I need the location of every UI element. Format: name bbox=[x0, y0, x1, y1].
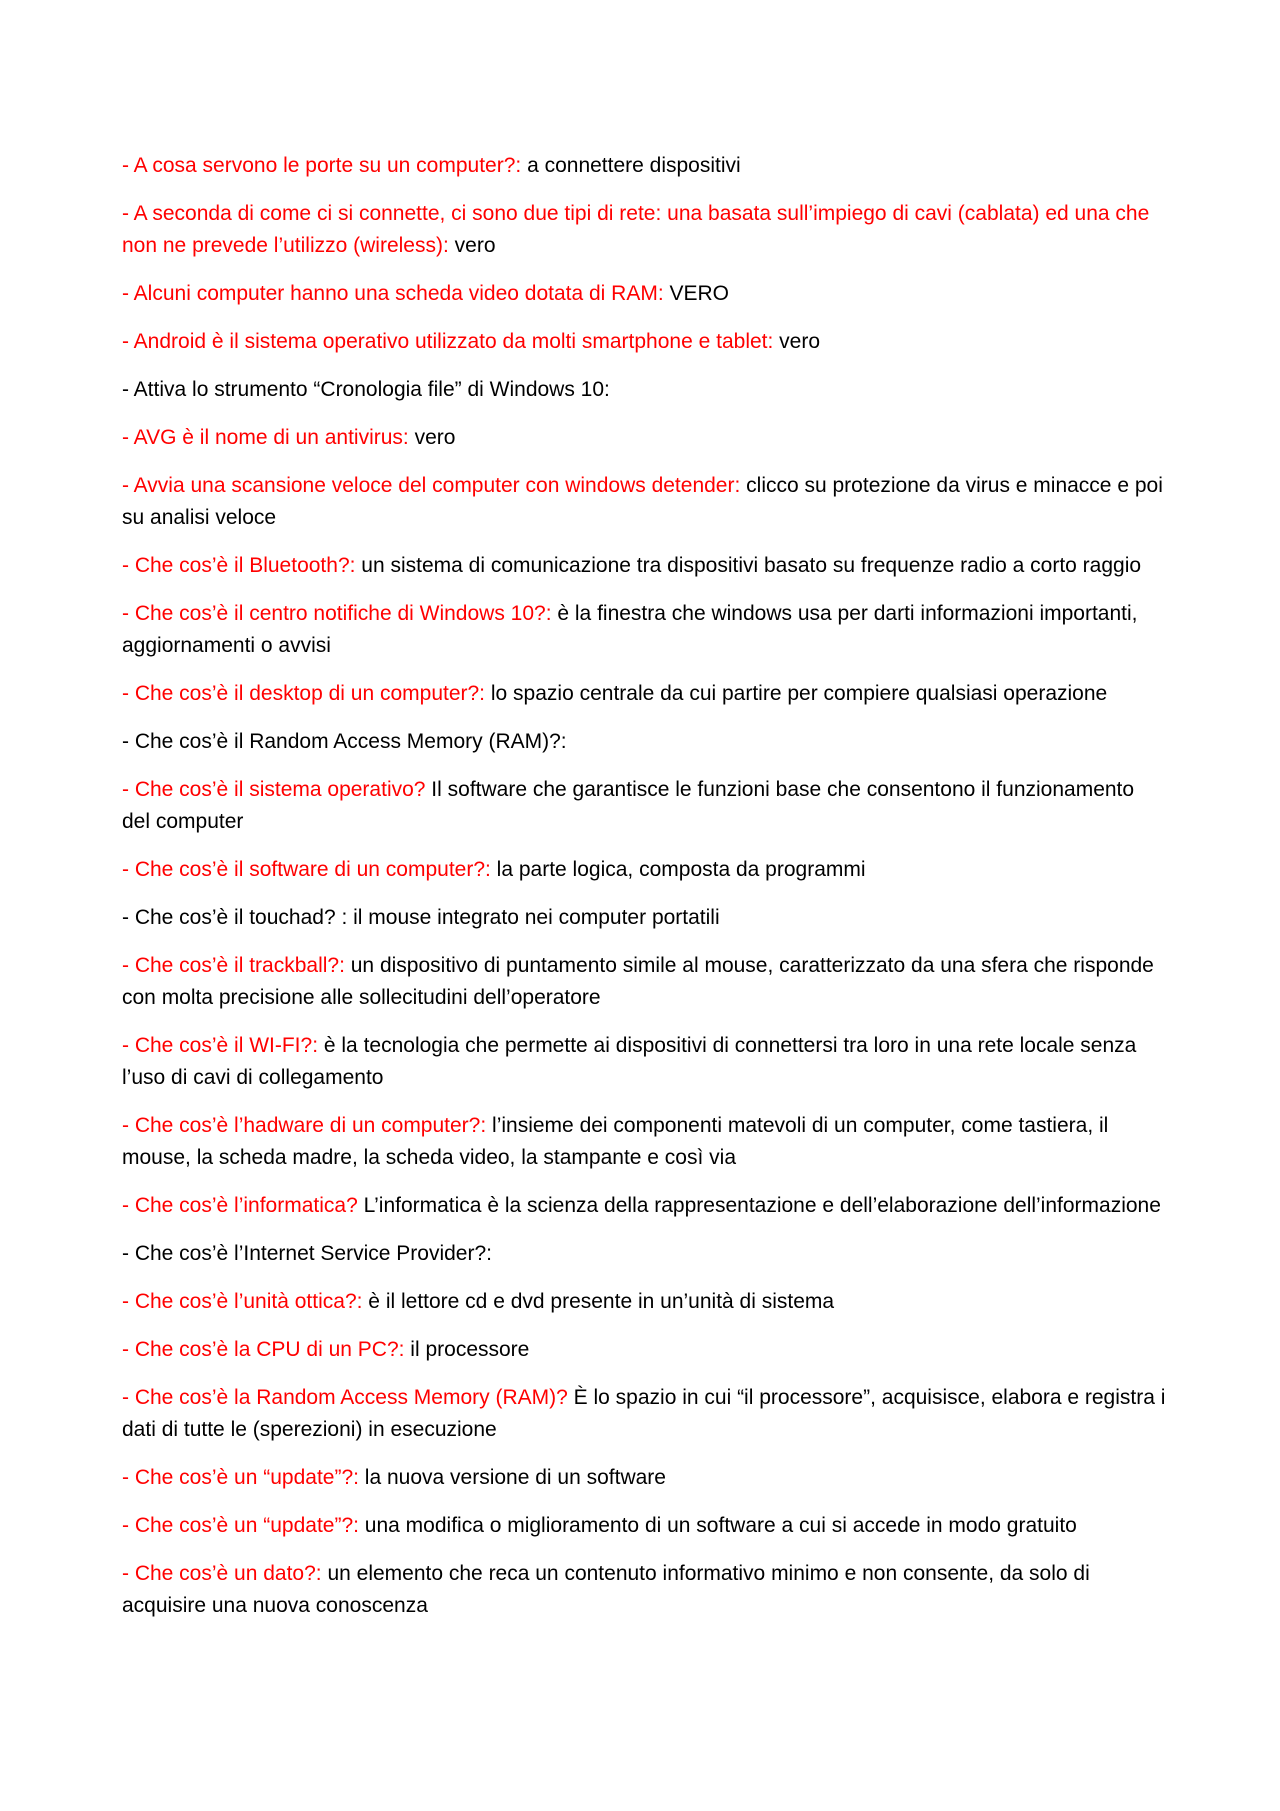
qa-answer: VERO bbox=[663, 282, 730, 305]
qa-question: - A seconda di come ci si connette, ci sono due tipi di rete: una basata sull’impiego di cavi (cablata) ed una che non ne prevede l’utilizzo (wireless): bbox=[122, 202, 1150, 257]
qa-item bbox=[122, 902, 1167, 934]
qa-item bbox=[122, 1110, 1167, 1174]
qa-question: - Che cos’è il sistema operativo? bbox=[122, 778, 426, 801]
qa-answer: una modifica o miglioramento di un software a cui si accede in modo gratuito bbox=[358, 1514, 1077, 1537]
qa-item bbox=[122, 1238, 1167, 1270]
qa-item bbox=[122, 598, 1167, 662]
qa-answer: È lo spazio in cui “il processore”, acquisisce, elabora e registra i dati di tutte le (sperezioni) in esecuzione bbox=[122, 1386, 1166, 1441]
qa-question: - Che cos’è il trackball?: bbox=[122, 954, 345, 977]
qa-answer: un dispositivo di puntamento simile al mouse, caratterizzato da una sfera che risponde con molta precisione alle sollecitudini dell’operatore bbox=[122, 954, 1154, 1009]
qa-question: - Che cos’è il touchad? : il mouse integrato nei computer portatili bbox=[122, 906, 720, 929]
qa-item bbox=[122, 374, 1167, 406]
qa-item bbox=[122, 470, 1167, 534]
qa-question: - Che cos’è un “update”?: bbox=[122, 1514, 359, 1537]
qa-item bbox=[122, 950, 1167, 1014]
qa-answer: clicco su protezione da virus e minacce e poi su analisi veloce bbox=[122, 474, 1163, 529]
qa-question: - Che cos’è l’unità ottica?: bbox=[122, 1290, 363, 1313]
qa-question: - Che cos’è il WI-FI?: bbox=[122, 1034, 319, 1057]
qa-item bbox=[122, 1510, 1167, 1542]
qa-item bbox=[122, 1030, 1167, 1094]
qa-question: - Che cos’è un “update”?: bbox=[122, 1466, 359, 1489]
qa-answer: un sistema di comunicazione tra dispositivi basato su frequenze radio a corto raggio bbox=[355, 554, 1142, 577]
qa-answer: è il lettore cd e dvd presente in un’unità di sistema bbox=[362, 1290, 835, 1313]
qa-item bbox=[122, 422, 1167, 454]
qa-item bbox=[122, 1334, 1167, 1366]
qa-question: - Alcuni computer hanno una scheda video dotata di RAM: bbox=[122, 282, 664, 305]
qa-answer: è la tecnologia che permette ai dispositivi di connettersi tra loro in una rete locale senza l’uso di cavi di collegamento bbox=[122, 1034, 1137, 1089]
qa-question: - Attiva lo strumento “Cronologia file” di Windows 10: bbox=[122, 378, 610, 401]
qa-item bbox=[122, 278, 1167, 310]
qa-question: - Che cos’è il Random Access Memory (RAM)?: bbox=[122, 730, 567, 753]
qa-question: - Che cos’è un dato?: bbox=[122, 1562, 322, 1585]
qa-item bbox=[122, 1190, 1167, 1222]
qa-item bbox=[122, 150, 1167, 182]
qa-question: - Avvia una scansione veloce del computer con windows detender: bbox=[122, 474, 741, 497]
qa-item bbox=[122, 1286, 1167, 1318]
qa-answer: a connettere dispositivi bbox=[521, 154, 741, 177]
qa-question: - Che cos’è la CPU di un PC?: bbox=[122, 1338, 405, 1361]
qa-answer: vero bbox=[773, 330, 821, 353]
qa-item bbox=[122, 726, 1167, 758]
qa-item bbox=[122, 550, 1167, 582]
qa-answer: vero bbox=[448, 234, 496, 257]
qa-answer: il processore bbox=[404, 1338, 530, 1361]
qa-question: - Che cos’è l’hadware di un computer?: bbox=[122, 1114, 487, 1137]
qa-answer: vero bbox=[408, 426, 456, 449]
qa-question: - AVG è il nome di un antivirus: bbox=[122, 426, 409, 449]
qa-item bbox=[122, 1558, 1167, 1622]
qa-answer: L’informatica è la scienza della rappresentazione e dell’elaborazione dell’informazione bbox=[357, 1194, 1161, 1217]
qa-list bbox=[122, 150, 1167, 1638]
qa-question: - Che cos’è il desktop di un computer?: bbox=[122, 682, 486, 705]
qa-question: - Che cos’è il centro notifiche di Windows 10?: bbox=[122, 602, 552, 625]
qa-question: - A cosa servono le porte su un computer?: bbox=[122, 154, 522, 177]
qa-item bbox=[122, 1382, 1167, 1446]
qa-answer: lo spazio centrale da cui partire per compiere qualsiasi operazione bbox=[485, 682, 1108, 705]
qa-question: - Che cos’è l’Internet Service Provider?: bbox=[122, 1242, 492, 1265]
qa-item bbox=[122, 198, 1167, 262]
qa-question: - Android è il sistema operativo utilizzato da molti smartphone e tablet: bbox=[122, 330, 774, 353]
qa-question: - Che cos’è il software di un computer?: bbox=[122, 858, 491, 881]
qa-item bbox=[122, 774, 1167, 838]
qa-question: - Che cos’è il Bluetooth?: bbox=[122, 554, 356, 577]
qa-answer: la nuova versione di un software bbox=[358, 1466, 666, 1489]
qa-question: - Che cos’è l’informatica? bbox=[122, 1194, 358, 1217]
qa-answer: la parte logica, composta da programmi bbox=[490, 858, 866, 881]
qa-answer: è la finestra che windows usa per darti informazioni importanti, aggiornamenti o avvisi bbox=[122, 602, 1138, 657]
qa-question: - Che cos’è la Random Access Memory (RAM)? bbox=[122, 1386, 568, 1409]
qa-item bbox=[122, 1462, 1167, 1494]
qa-answer: Il software che garantisce le funzioni base che consentono il funzionamento del computer bbox=[122, 778, 1135, 833]
qa-answer: l’insieme dei componenti matevoli di un computer, come tastiera, il mouse, la scheda madre, la scheda video, la stampante e così via bbox=[122, 1114, 1109, 1169]
qa-item bbox=[122, 678, 1167, 710]
qa-item bbox=[122, 854, 1167, 886]
qa-answer: un elemento che reca un contenuto informativo minimo e non consente, da solo di acquisire una nuova conoscenza bbox=[122, 1562, 1090, 1617]
qa-item bbox=[122, 326, 1167, 358]
